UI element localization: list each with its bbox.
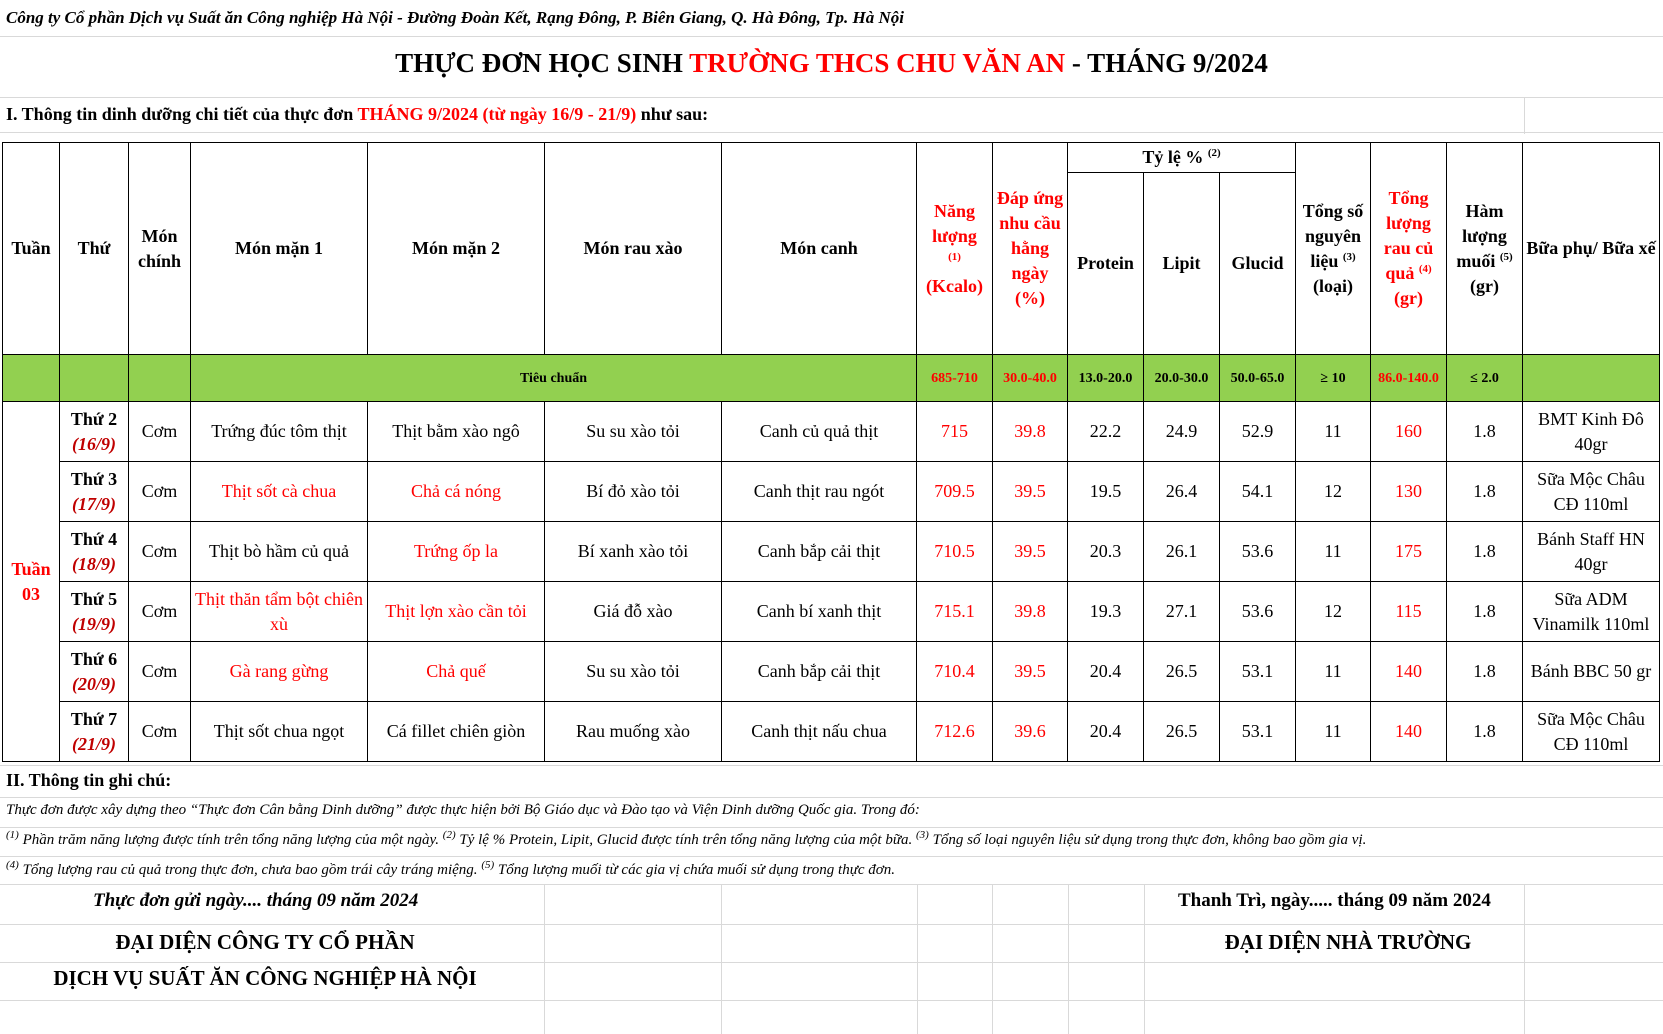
header-thu: Thứ <box>60 143 129 355</box>
nang-luong-cell: 715.1 <box>917 582 993 642</box>
glucid-cell: 53.1 <box>1220 642 1296 702</box>
header-tuan: Tuần <box>3 143 60 355</box>
day-date: (21/9) <box>72 733 116 754</box>
header-ham-luong-unit: (gr) <box>1470 275 1499 296</box>
page-title <box>0 48 1663 79</box>
bua-phu-cell: Sữa Mộc Châu CĐ 110ml <box>1523 462 1660 522</box>
note-5: Tổng lượng muối từ các gia vị chứa muối sử dụng trong thực đơn. <box>494 862 896 878</box>
mon-man-2-cell: Thịt bằm xào ngô <box>368 402 545 462</box>
dap-ung-cell: 39.6 <box>993 702 1068 762</box>
header-tong-luong <box>1371 143 1447 355</box>
note-line-1 <box>6 829 1367 849</box>
bua-phu-cell: BMT Kinh Đô 40gr <box>1523 402 1660 462</box>
nang-luong-cell: 712.6 <box>917 702 993 762</box>
day-label: Thứ 3 <box>70 468 118 489</box>
header-ty-le <box>1068 143 1296 173</box>
mon-man-1-cell: Gà rang gừng <box>191 642 368 702</box>
note-4: Tổng lượng rau củ quả trong thực đơn, chưa bao gồm trái cây tráng miệng. <box>18 862 482 878</box>
header-tong-so <box>1296 143 1371 355</box>
protein-cell: 20.3 <box>1068 522 1144 582</box>
company-info: Công ty Cổ phần Dịch vụ Suất ăn Công nghiệp Hà Nội - Đường Đoàn Kết, Rạng Đông, P. Biên Giang, Q. Hà Đông, Tp. Hà Nội <box>6 8 904 27</box>
header-ty-le-label: Tỷ lệ % <box>1142 147 1204 167</box>
table-row <box>3 642 1660 702</box>
mon-man-2-cell: Chả quế <box>368 642 545 702</box>
mon-rau-xao-cell: Su su xào tỏi <box>545 642 722 702</box>
footer-school-rep: ĐẠI DIỆN NHÀ TRƯỜNG <box>1224 930 1472 954</box>
day-cell <box>60 582 129 642</box>
tong-so-cell: 11 <box>1296 522 1371 582</box>
day-date: (20/9) <box>72 673 116 694</box>
ham-luong-cell: 1.8 <box>1447 402 1523 462</box>
note-2: Tỷ lệ % Protein, Lipit, Glucid được tính trên tổng năng lượng của một bữa. <box>455 832 917 848</box>
day-label: Thứ 6 <box>70 648 118 669</box>
table-row <box>3 702 1660 762</box>
header-dap-ung: Đáp ứng nhu cầu hằng ngày (%) <box>993 143 1068 355</box>
tong-luong-cell: 175 <box>1371 522 1447 582</box>
glucid-cell: 53.1 <box>1220 702 1296 762</box>
week-label: Tuần 03 <box>3 402 60 762</box>
glucid-cell: 53.6 <box>1220 582 1296 642</box>
mon-man-2-cell: Thịt lợn xào cần tỏi <box>368 582 545 642</box>
bua-phu-cell: Bánh Staff HN 40gr <box>1523 522 1660 582</box>
lipit-cell: 24.9 <box>1144 402 1220 462</box>
header-nang-luong-note: (1) <box>948 250 961 263</box>
note-3-marker: (3) <box>916 829 929 841</box>
header-glucid: Glucid <box>1220 173 1296 355</box>
standard-lipit: 20.0-30.0 <box>1144 355 1220 402</box>
dap-ung-cell: 39.5 <box>993 462 1068 522</box>
dap-ung-cell: 39.5 <box>993 522 1068 582</box>
nang-luong-cell: 709.5 <box>917 462 993 522</box>
note-3: Tổng số loại nguyên liệu sử dụng trong thực đơn, không bao gồm gia vị. <box>928 832 1367 848</box>
day-cell <box>60 462 129 522</box>
mon-canh-cell: Canh củ quả thịt <box>722 402 917 462</box>
day-cell <box>60 642 129 702</box>
day-cell <box>60 522 129 582</box>
table-row <box>3 402 1660 462</box>
protein-cell: 20.4 <box>1068 702 1144 762</box>
header-tong-so-note: (3) <box>1342 250 1356 263</box>
nang-luong-cell: 715 <box>917 402 993 462</box>
standard-tong-luong: 86.0-140.0 <box>1371 355 1447 402</box>
section-2-heading: II. Thông tin ghi chú: <box>6 770 172 790</box>
ham-luong-cell: 1.8 <box>1447 702 1523 762</box>
mon-chinh-cell: Cơm <box>129 582 191 642</box>
footer-place-date: Thanh Trì, ngày..... tháng 09 năm 2024 <box>1178 890 1491 911</box>
mon-man-2-cell: Cá fillet chiên giòn <box>368 702 545 762</box>
mon-man-1-cell: Thịt bò hầm củ quả <box>191 522 368 582</box>
table-row <box>3 462 1660 522</box>
standard-dap-ung: 30.0-40.0 <box>993 355 1068 402</box>
header-nang-luong <box>917 143 993 355</box>
day-date: (16/9) <box>72 433 116 454</box>
standard-ham-luong: ≤ 2.0 <box>1447 355 1523 402</box>
mon-chinh-cell: Cơm <box>129 522 191 582</box>
day-cell <box>60 402 129 462</box>
standard-nang-luong: 685-710 <box>917 355 993 402</box>
header-ham-luong-note: (5) <box>1499 250 1513 263</box>
header-mon-canh: Món canh <box>722 143 917 355</box>
day-date: (19/9) <box>72 613 116 634</box>
mon-chinh-cell: Cơm <box>129 702 191 762</box>
mon-chinh-cell: Cơm <box>129 402 191 462</box>
footer-company-rep-line-2: DỊCH VỤ SUẤT ĂN CÔNG NGHIỆP HÀ NỘI <box>53 966 477 990</box>
mon-chinh-cell: Cơm <box>129 642 191 702</box>
tong-luong-cell: 115 <box>1371 582 1447 642</box>
title-part-2: - THÁNG 9/2024 <box>1065 48 1268 78</box>
day-label: Thứ 5 <box>70 588 118 609</box>
header-ty-le-note: (2) <box>1207 147 1221 159</box>
tong-luong-cell: 130 <box>1371 462 1447 522</box>
lipit-cell: 27.1 <box>1144 582 1220 642</box>
header-tong-so-label: Tổng số nguyên liệu <box>1302 200 1364 271</box>
note-intro: Thực đơn được xây dựng theo “Thực đơn Cân bằng Dinh dưỡng” được thực hiện bởi Bộ Giáo dục và Đào tạo và Viện Dinh dưỡng Quốc gia. Trong đó: <box>6 802 920 818</box>
standard-protein: 13.0-20.0 <box>1068 355 1144 402</box>
ham-luong-cell: 1.8 <box>1447 582 1523 642</box>
mon-man-1-cell: Thịt thăn tẩm bột chiên xù <box>191 582 368 642</box>
note-2-marker: (2) <box>442 829 456 841</box>
header-mon-man-1: Món mặn 1 <box>191 143 368 355</box>
header-row-1 <box>3 143 1660 173</box>
tong-so-cell: 11 <box>1296 702 1371 762</box>
protein-cell: 22.2 <box>1068 402 1144 462</box>
section-1-prefix: I. Thông tin dinh dưỡng chi tiết của thực đơn <box>6 104 358 124</box>
dap-ung-cell: 39.8 <box>993 582 1068 642</box>
dap-ung-cell: 39.5 <box>993 642 1068 702</box>
day-label: Thứ 4 <box>70 528 118 549</box>
mon-canh-cell: Canh thịt rau ngót <box>722 462 917 522</box>
mon-chinh-cell: Cơm <box>129 462 191 522</box>
tong-luong-cell: 140 <box>1371 642 1447 702</box>
lipit-cell: 26.5 <box>1144 642 1220 702</box>
tong-so-cell: 11 <box>1296 642 1371 702</box>
mon-canh-cell: Canh bắp cải thịt <box>722 522 917 582</box>
tong-luong-cell: 140 <box>1371 702 1447 762</box>
mon-man-2-cell: Chả cá nóng <box>368 462 545 522</box>
day-label: Thứ 2 <box>70 408 118 429</box>
lipit-cell: 26.4 <box>1144 462 1220 522</box>
lipit-cell: 26.1 <box>1144 522 1220 582</box>
title-part-1: THỰC ĐƠN HỌC SINH <box>395 48 690 78</box>
ham-luong-cell: 1.8 <box>1447 522 1523 582</box>
mon-rau-xao-cell: Su su xào tỏi <box>545 402 722 462</box>
day-date: (17/9) <box>72 493 116 514</box>
protein-cell: 19.3 <box>1068 582 1144 642</box>
protein-cell: 19.5 <box>1068 462 1144 522</box>
mon-canh-cell: Canh bí xanh thịt <box>722 582 917 642</box>
header-ham-luong-label: Hàm lượng muối <box>1456 200 1507 271</box>
mon-man-2-cell: Trứng ốp la <box>368 522 545 582</box>
header-mon-man-2: Món mặn 2 <box>368 143 545 355</box>
nang-luong-cell: 710.5 <box>917 522 993 582</box>
mon-canh-cell: Canh bắp cải thịt <box>722 642 917 702</box>
header-nang-luong-unit: (Kcalo) <box>926 275 983 296</box>
header-nang-luong-label: Năng lượng <box>932 200 977 246</box>
section-1-period: THÁNG 9/2024 (từ ngày 16/9 - 21/9) <box>357 104 637 124</box>
header-mon-chinh: Món chính <box>129 143 191 355</box>
mon-man-1-cell: Thịt sốt chua ngọt <box>191 702 368 762</box>
tong-so-cell: 12 <box>1296 582 1371 642</box>
standard-label: Tiêu chuẩn <box>191 355 917 402</box>
footer-company-rep-line-1: ĐẠI DIỆN CÔNG TY CỔ PHẦN <box>115 930 415 954</box>
mon-man-1-cell: Thịt sốt cà chua <box>191 462 368 522</box>
tong-luong-cell: 160 <box>1371 402 1447 462</box>
header-tong-luong-note: (4) <box>1418 263 1432 275</box>
ham-luong-cell: 1.8 <box>1447 462 1523 522</box>
title-school: TRƯỜNG THCS CHU VĂN AN <box>689 48 1066 78</box>
header-lipit: Lipit <box>1144 173 1220 355</box>
mon-man-1-cell: Trứng đúc tôm thịt <box>191 402 368 462</box>
bua-phu-cell: Sữa Mộc Châu CĐ 110ml <box>1523 702 1660 762</box>
nang-luong-cell: 710.4 <box>917 642 993 702</box>
note-4-marker: (4) <box>6 859 19 871</box>
standard-glucid: 50.0-65.0 <box>1220 355 1296 402</box>
section-1-heading <box>6 104 708 125</box>
glucid-cell: 52.9 <box>1220 402 1296 462</box>
dap-ung-cell: 39.8 <box>993 402 1068 462</box>
note-1: Phần trăm năng lượng được tính trên tổng năng lượng của một ngày. <box>18 832 443 848</box>
bua-phu-cell: Bánh BBC 50 gr <box>1523 642 1660 702</box>
bua-phu-cell: Sữa ADM Vinamilk 110ml <box>1523 582 1660 642</box>
tong-so-cell: 11 <box>1296 402 1371 462</box>
day-date: (18/9) <box>72 553 116 574</box>
header-protein: Protein <box>1068 173 1144 355</box>
note-line-2 <box>6 859 896 879</box>
header-ham-luong <box>1447 143 1523 355</box>
lipit-cell: 26.5 <box>1144 702 1220 762</box>
mon-rau-xao-cell: Rau muống xào <box>545 702 722 762</box>
header-tong-luong-unit: (gr) <box>1394 288 1423 308</box>
header-tong-so-unit: (loại) <box>1313 275 1353 296</box>
protein-cell: 20.4 <box>1068 642 1144 702</box>
standard-row <box>3 355 1660 402</box>
day-cell <box>60 702 129 762</box>
menu-table <box>2 142 1660 762</box>
header-bua-phu: Bữa phụ/ Bữa xế <box>1523 143 1660 355</box>
standard-tong-so: ≥ 10 <box>1296 355 1371 402</box>
day-label: Thứ 7 <box>70 708 118 729</box>
mon-rau-xao-cell: Giá đỗ xào <box>545 582 722 642</box>
mon-rau-xao-cell: Bí xanh xào tỏi <box>545 522 722 582</box>
table-row <box>3 522 1660 582</box>
glucid-cell: 54.1 <box>1220 462 1296 522</box>
tong-so-cell: 12 <box>1296 462 1371 522</box>
header-mon-rau-xao: Món rau xào <box>545 143 722 355</box>
note-1-marker: (1) <box>6 829 19 841</box>
section-1-suffix: như sau: <box>636 104 709 124</box>
footer-sent-date: Thực đơn gửi ngày.... tháng 09 năm 2024 <box>93 890 419 911</box>
mon-rau-xao-cell: Bí đỏ xào tỏi <box>545 462 722 522</box>
header-tong-luong-label: Tổng lượng rau củ quả <box>1383 188 1434 283</box>
note-5-marker: (5) <box>481 859 495 871</box>
ham-luong-cell: 1.8 <box>1447 642 1523 702</box>
table-row <box>3 582 1660 642</box>
mon-canh-cell: Canh thịt nấu chua <box>722 702 917 762</box>
glucid-cell: 53.6 <box>1220 522 1296 582</box>
